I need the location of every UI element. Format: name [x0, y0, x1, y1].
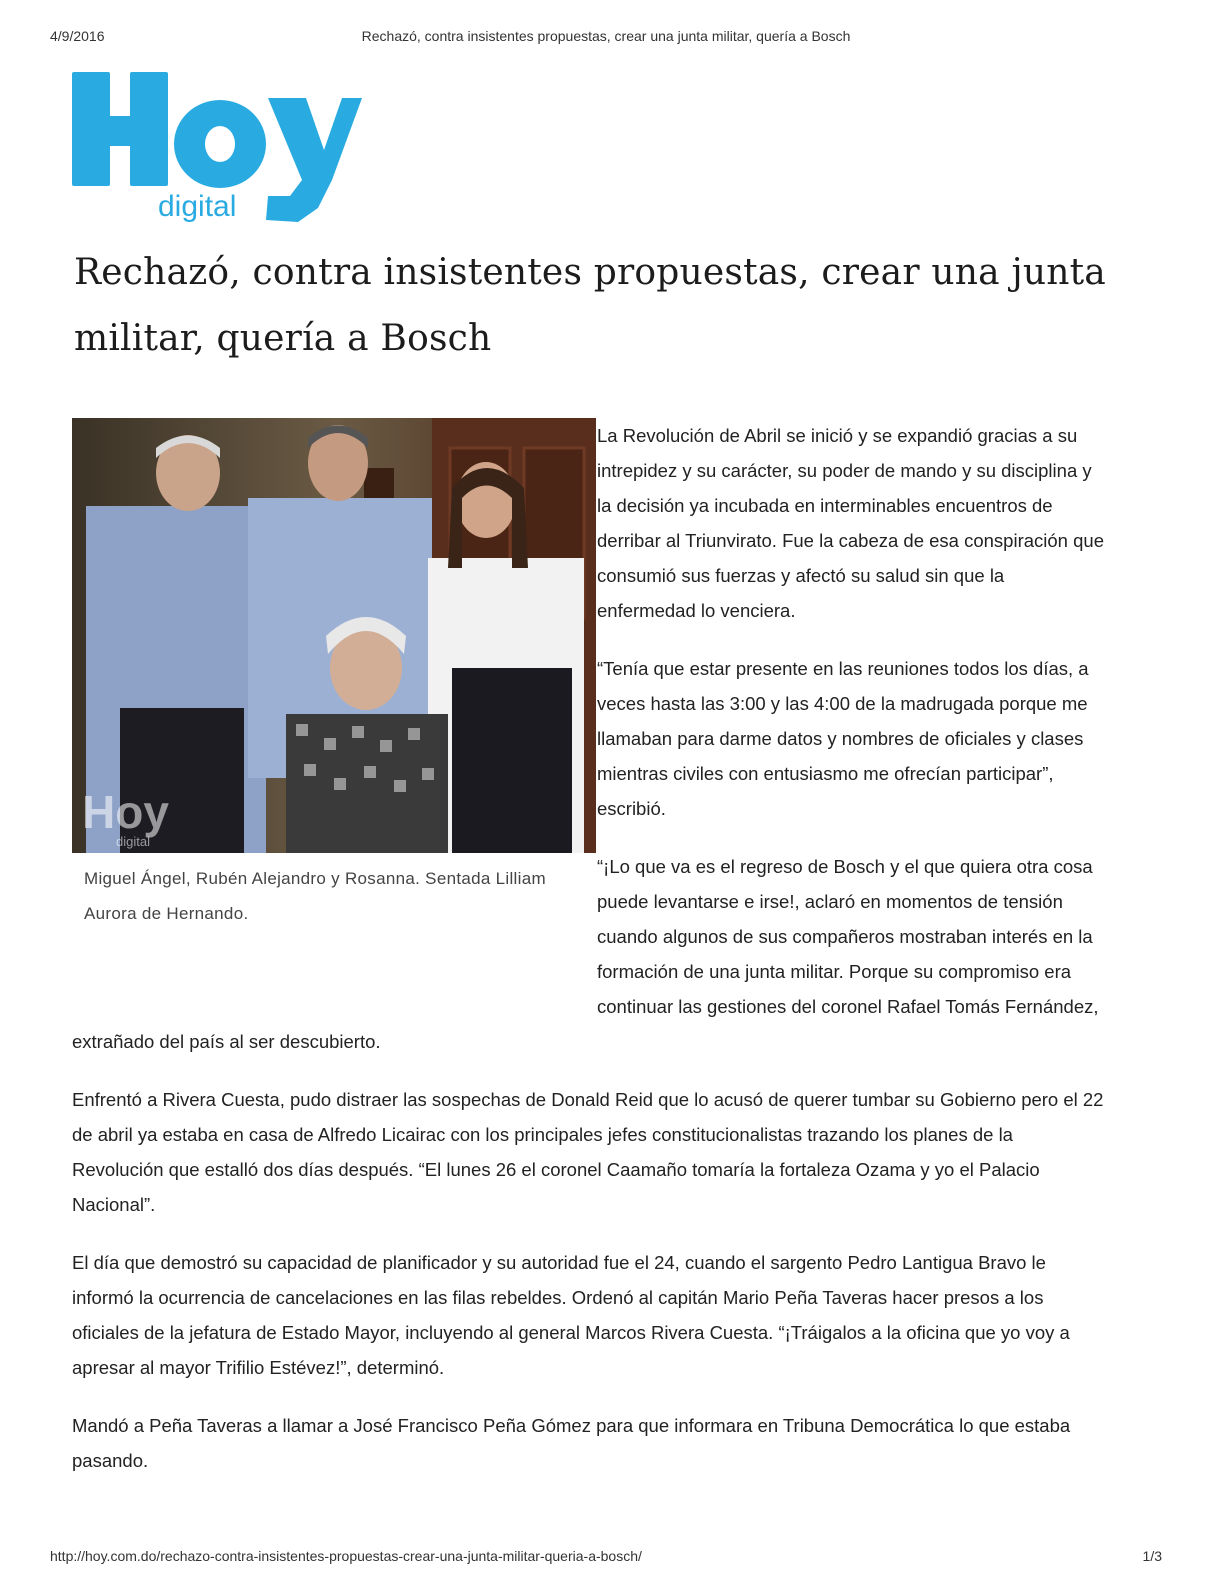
logo-subtitle: digital	[158, 190, 237, 223]
paragraph: Mandó a Peña Taveras a llamar a José Francisco Peña Gómez para que informara en Tribuna Democrática lo que estaba pasando.	[72, 1415, 1071, 1471]
paragraph: “Tenía que estar presente en las reuniones todos los días, a veces hasta las 3:00 y las 4:00 de la madrugada porque me llamaban para darme datos y nombres de oficiales y clases mientras civiles con entusiasmo me ofrecían participar”, escribió.	[597, 658, 1089, 819]
print-page-title: Rechazó, contra insistentes propuestas, crear una junta militar, quería a Bosch	[361, 28, 851, 44]
photo-watermark: Hoy	[82, 786, 169, 838]
paragraph: “¡Lo que va es el regreso de Bosch y el que quiera otra cosa puede levantarse e irse!, aclaró en momentos de tensión cuando algunos de sus compañeros mostraban interés en la formación de una junta militar. Porque su compromiso era continuar las gestiones del coronel Rafael Tomás Fernández, extrañado del país al ser descubierto.	[72, 856, 1099, 1052]
photo-caption: Miguel Ángel, Rubén Alejandro y Rosanna. Sentada Lilliam Aurora de Hernando.	[84, 869, 546, 923]
paragraph: La Revolución de Abril se inició y se expandió gracias a su intrepidez y su carácter, su poder de mando y su disciplina y la decisión ya incubada en interminables encuentros de derribar al Triunvirato. Fue la cabeza de esa conspiración que consumió sus fuerzas y afectó su salud sin que la enfermedad lo venciera.	[597, 425, 1104, 621]
family-photo[interactable]	[72, 418, 596, 853]
print-header	[50, 28, 1162, 48]
print-date: 4/9/2016	[50, 28, 105, 44]
hoy-digital-logo[interactable]	[72, 68, 362, 228]
print-footer	[50, 1548, 1162, 1568]
page-number: 1/3	[1142, 1548, 1162, 1564]
paragraph: El día que demostró su capacidad de planificador y su autoridad fue el 24, cuando el sargento Pedro Lantigua Bravo le informó la ocurrencia de cancelaciones en las filas rebeldes. Ordenó al capitán Mario Peña Taveras hacer presos a los oficiales de la jefatura de Estado Mayor, incluyendo al general Marcos Rivera Cuesta. “¡Tráigalos a la oficina que yo voy a apresar al mayor Trifilio Estévez!”, determinó.	[72, 1252, 1070, 1378]
article-body	[72, 418, 1106, 1501]
article-headline: Rechazó, contra insistentes propuestas, crear una junta militar, quería a Bosch	[74, 252, 1106, 359]
paragraph: Enfrentó a Rivera Cuesta, pudo distraer las sospechas de Donald Reid que lo acusó de querer tumbar su Gobierno pero el 22 de abril ya estaba en casa de Alfredo Licairac con los principales jefes constitucionalistas trazando los planes de la Revolución que estalló dos días después. “El lunes 26 el coronel Caamaño tomaría la fortaleza Ozama y yo el Palacio Nacional”.	[72, 1089, 1104, 1215]
page-url[interactable]: http://hoy.com.do/rechazo-contra-insistentes-propuestas-crear-una-junta-militar-queria-a-bosch/	[50, 1548, 642, 1564]
article-figure	[72, 418, 597, 996]
photo-watermark-sub: digital	[116, 834, 150, 849]
